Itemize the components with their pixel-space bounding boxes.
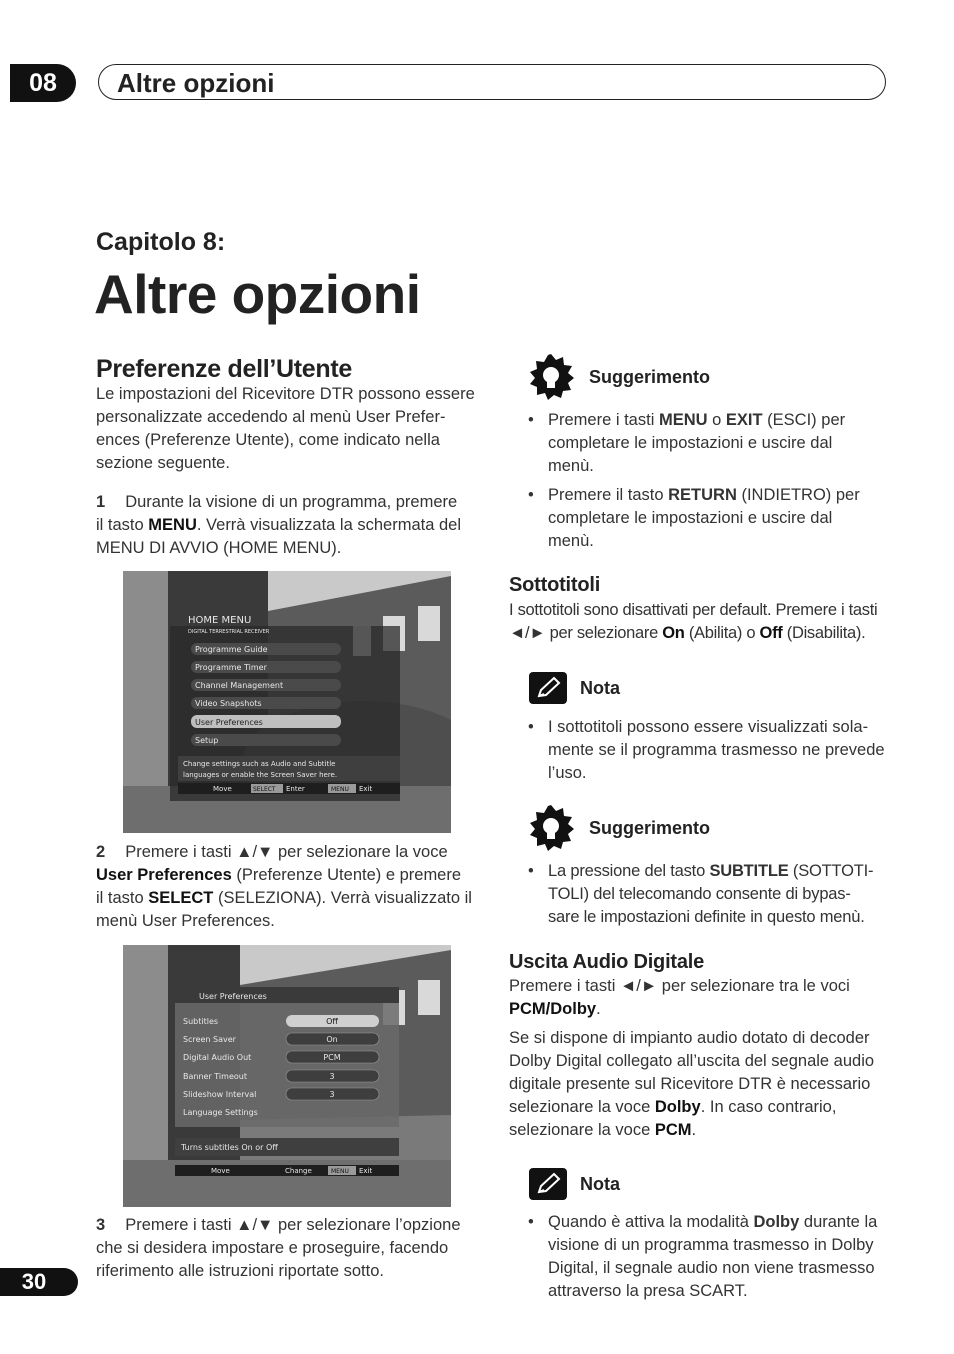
tip-2-list xyxy=(528,860,898,935)
tip-1-title: Suggerimento xyxy=(589,367,711,387)
row-digital-audio-value[interactable]: PCM xyxy=(323,1053,341,1062)
lightbulb-icon xyxy=(528,354,574,400)
chapter-label: Capitolo 8: xyxy=(96,228,226,256)
step-1: 1 Durante la visione di un programma, premere il tasto MENU. Verrà visualizzata la schermata del MENU DI AVVIO (HOME MENU). xyxy=(96,493,461,557)
menu-item-video-snapshots[interactable]: Video Snapshots xyxy=(195,699,262,708)
footer-move: Move xyxy=(213,785,232,793)
user-preferences-screenshot xyxy=(123,945,451,1207)
step-2: 2 Premere i tasti ▲/▼ per selezionare la voce User Preferences (Preferenze Utente) e premere il tasto SELECT (SELEZIONA). Verrà visualizzato il menù User Preferences. xyxy=(96,843,472,930)
list-item: • Premere il tasto RETURN (INDIETRO) per completare le impostazioni e uscire dal menù. xyxy=(528,484,888,553)
row-subtitles-label: Subtitles xyxy=(183,1017,219,1026)
menu-item-channel-management[interactable]: Channel Management xyxy=(195,681,284,690)
lightbulb-icon xyxy=(528,805,574,851)
user-prefs-title: User Preferences xyxy=(199,992,267,1001)
pencil-icon xyxy=(529,672,567,704)
step-3: 3 Premere i tasti ▲/▼ per selezionare l’opzione che si desidera impostare e proseguire, facendo riferimento alle istruzioni riportate sotto. xyxy=(96,1216,461,1280)
subtitles-heading: Sottotitoli xyxy=(509,574,601,596)
audio-paragraph-1: Premere i tasti ◄/► per selezionare tra le voci PCM/Dolby. xyxy=(509,977,850,1018)
footer-menu-key: MENU xyxy=(331,786,349,793)
footer-select-key: SELECT xyxy=(253,786,276,793)
menu-item-programme-timer[interactable]: Programme Timer xyxy=(195,663,267,672)
row-subtitles-value[interactable]: Off xyxy=(326,1017,338,1026)
chapter-title: Altre opzioni xyxy=(94,263,421,325)
row-banner-value[interactable]: 3 xyxy=(329,1072,335,1081)
menu-item-user-preferences[interactable]: User Preferences xyxy=(195,718,263,727)
chapter-number-badge: 08 xyxy=(10,64,76,102)
user-prefs-help: Turns subtitles On or Off xyxy=(181,1143,278,1152)
footer-menu-key: MENU xyxy=(331,1168,349,1175)
note-1-title: Nota xyxy=(580,678,620,698)
home-menu-screenshot xyxy=(123,571,451,833)
home-menu-help-1: Change settings such as Audio and Subtitle xyxy=(183,760,336,768)
menu-item-programme-guide[interactable]: Programme Guide xyxy=(195,645,268,654)
chapter-header-bar: Altre opzioni xyxy=(98,64,886,100)
note-2-list xyxy=(528,1211,898,1309)
home-menu-title: HOME MENU xyxy=(188,615,252,626)
list-item: • Premere i tasti MENU o EXIT (ESCI) per completare le impostazioni e uscire dal menù. xyxy=(528,409,888,478)
intro-paragraph: Le impostazioni del Ricevitore DTR possono essere personalizzate accedendo al menù User Prefer- ences (Preferenze Utente), come indicato nella sezione seguente. xyxy=(96,385,475,472)
footer-enter: Enter xyxy=(286,785,305,793)
page-number: 30 xyxy=(0,1268,78,1296)
footer-exit: Exit xyxy=(359,785,373,793)
row-screensaver-value[interactable]: On xyxy=(326,1035,338,1044)
tip-2-title: Suggerimento xyxy=(589,818,711,838)
home-menu-subtitle: DIGITAL TERRESTRIAL RECEIVER xyxy=(188,629,270,635)
row-language-label[interactable]: Language Settings xyxy=(183,1108,258,1117)
row-screensaver-label: Screen Saver xyxy=(183,1035,236,1044)
menu-item-setup[interactable]: Setup xyxy=(195,736,219,745)
pencil-icon xyxy=(529,1168,567,1200)
note-2-title: Nota xyxy=(580,1174,620,1194)
list-item: • I sottotitoli possono essere visualizzati sola- mente se il programma trasmesso ne prevede l’uso. xyxy=(528,716,888,785)
footer-exit: Exit xyxy=(359,1167,373,1175)
list-item: • La pressione del tasto SUBTITLE (SOTTOTI- TOLI) del telecomando consente di bypas- sare le impostazioni definite in questo menù. xyxy=(528,860,898,929)
audio-paragraph-2: Se si dispone di impianto audio dotato di decoder Dolby Digital collegato all’uscita del segnale audio digitale presente sul Ricevitore DTR è necessario selezionare la voce Dolby. In caso contrario, selezionare la voce PCM. xyxy=(509,1029,875,1139)
list-item: • Quando è attiva la modalità Dolby durante la visione di un programma trasmesso in Dolby Digital, il segnale audio non viene trasmesso attraverso la presa SCART. xyxy=(528,1211,898,1303)
row-slideshow-label: Slideshow Interval xyxy=(183,1090,257,1099)
row-banner-label: Banner Timeout xyxy=(183,1072,247,1081)
tip-1-list xyxy=(528,409,888,559)
subtitles-paragraph: I sottotitoli sono disattivati per default. Premere i tasti ◄/► per selezionare On (Abilita) o Off (Disabilita). xyxy=(509,601,878,642)
footer-move: Move xyxy=(211,1167,230,1175)
home-menu-help-2: languages or enable the Screen Saver here. xyxy=(183,771,338,779)
section-title: Preferenze dell’Utente xyxy=(96,355,352,383)
note-1-list xyxy=(528,716,888,791)
footer-change: Change xyxy=(285,1167,312,1175)
row-slideshow-value[interactable]: 3 xyxy=(329,1090,335,1099)
audio-heading: Uscita Audio Digitale xyxy=(509,951,705,973)
row-digital-audio-label: Digital Audio Out xyxy=(183,1053,252,1062)
